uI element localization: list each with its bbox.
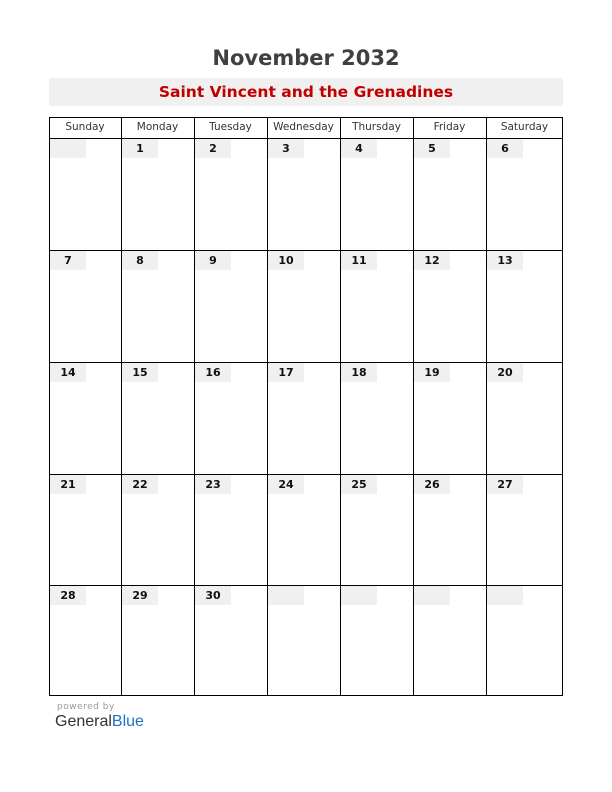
day-cell[interactable] — [487, 363, 563, 474]
day-number-box — [195, 251, 231, 270]
day-cell[interactable] — [122, 251, 194, 362]
day-number: 2 — [209, 142, 217, 155]
day-number — [414, 586, 450, 605]
day-cell[interactable] — [50, 251, 121, 362]
day-number-box — [50, 139, 86, 158]
day-cell[interactable] — [195, 251, 267, 362]
day-number-box — [487, 363, 523, 382]
day-cell[interactable] — [195, 475, 267, 585]
day-number-box — [268, 251, 304, 270]
day-number-box — [487, 586, 523, 605]
day-number: 7 — [64, 254, 72, 267]
day-cell[interactable] — [268, 475, 340, 585]
day-number-box — [195, 363, 231, 382]
day-cell[interactable] — [50, 475, 121, 585]
day-number-box — [122, 475, 158, 494]
day-number-box — [487, 139, 523, 158]
weekday-header-wednesday: Wednesday — [273, 121, 334, 133]
day-cell[interactable] — [487, 251, 563, 362]
day-number: 24 — [278, 478, 294, 491]
day-number-box — [341, 251, 377, 270]
day-cell[interactable] — [341, 475, 413, 585]
day-number-box — [414, 475, 450, 494]
day-cell[interactable] — [268, 363, 340, 474]
day-cell[interactable] — [341, 586, 413, 696]
day-number — [50, 139, 86, 158]
day-number-box — [195, 139, 231, 158]
day-cell[interactable] — [195, 139, 267, 250]
day-cell[interactable] — [195, 363, 267, 474]
day-number: 12 — [424, 254, 440, 267]
day-cell[interactable] — [195, 586, 267, 696]
day-number: 9 — [209, 254, 217, 267]
day-cell[interactable] — [341, 139, 413, 250]
day-number: 3 — [282, 142, 290, 155]
day-number-box — [50, 251, 86, 270]
day-cell[interactable] — [122, 475, 194, 585]
day-cell[interactable] — [122, 586, 194, 696]
day-number: 26 — [424, 478, 440, 491]
day-number: 17 — [278, 366, 294, 379]
day-cell[interactable] — [268, 586, 340, 696]
day-number-box — [50, 475, 86, 494]
day-number-box — [487, 475, 523, 494]
day-cell[interactable] — [341, 251, 413, 362]
day-number: 11 — [351, 254, 367, 267]
day-cell[interactable] — [268, 139, 340, 250]
day-number: 30 — [205, 589, 221, 602]
day-number-box — [341, 139, 377, 158]
day-number-box — [341, 475, 377, 494]
day-number: 15 — [132, 366, 148, 379]
weekday-header-saturday: Saturday — [500, 121, 549, 133]
day-cell[interactable] — [268, 251, 340, 362]
day-cell[interactable] — [414, 586, 486, 696]
day-number: 8 — [136, 254, 144, 267]
day-number: 14 — [60, 366, 76, 379]
weekday-header-sunday: Sunday — [65, 121, 105, 133]
day-cell[interactable] — [414, 251, 486, 362]
day-cell[interactable] — [50, 363, 121, 474]
day-number-box — [341, 586, 377, 605]
generalblue-logo[interactable] — [55, 713, 144, 731]
day-number: 23 — [205, 478, 221, 491]
day-number-box — [414, 139, 450, 158]
powered-by-label: powered by — [57, 702, 115, 712]
day-number-box — [341, 363, 377, 382]
day-number-box — [122, 586, 158, 605]
day-number-box — [414, 251, 450, 270]
day-cell[interactable] — [341, 363, 413, 474]
day-number-box — [122, 139, 158, 158]
day-cell[interactable] — [122, 363, 194, 474]
day-number: 6 — [501, 142, 509, 155]
day-cell[interactable] — [414, 139, 486, 250]
day-number: 22 — [132, 478, 148, 491]
day-cell[interactable] — [487, 586, 563, 696]
day-number: 25 — [351, 478, 367, 491]
day-number-box — [195, 586, 231, 605]
day-number: 5 — [428, 142, 436, 155]
day-number: 13 — [497, 254, 513, 267]
day-number-box — [195, 475, 231, 494]
day-number-box — [268, 363, 304, 382]
day-number-box — [487, 251, 523, 270]
brand-general-text: General — [55, 713, 112, 730]
day-cell[interactable] — [50, 586, 121, 696]
day-number-box — [268, 475, 304, 494]
day-cell[interactable] — [414, 363, 486, 474]
day-number: 20 — [497, 366, 513, 379]
day-number: 1 — [136, 142, 144, 155]
day-number — [268, 586, 304, 605]
day-number: 27 — [497, 478, 513, 491]
day-number-box — [414, 586, 450, 605]
day-number-box — [122, 363, 158, 382]
day-number: 29 — [132, 589, 148, 602]
day-cell[interactable] — [122, 139, 194, 250]
weekday-header-friday: Friday — [433, 121, 466, 133]
brand-blue-text: Blue — [111, 713, 144, 730]
day-number — [341, 586, 377, 605]
day-number-box — [50, 363, 86, 382]
day-number-box — [268, 586, 304, 605]
day-number: 21 — [60, 478, 76, 491]
day-number: 19 — [424, 366, 440, 379]
country-name: Saint Vincent and the Grenadines — [158, 83, 454, 101]
month-title: November 2032 — [212, 46, 400, 70]
day-number: 10 — [278, 254, 294, 267]
weekday-header-tuesday: Tuesday — [209, 121, 252, 133]
day-number-box — [414, 363, 450, 382]
day-cell[interactable] — [414, 475, 486, 585]
day-number: 28 — [60, 589, 76, 602]
day-number: 16 — [205, 366, 221, 379]
day-number-box — [50, 586, 86, 605]
weekday-header-thursday: Thursday — [352, 121, 401, 133]
country-banner — [49, 78, 563, 106]
weekday-header-monday: Monday — [136, 121, 179, 133]
day-number-box — [122, 251, 158, 270]
day-number: 18 — [351, 366, 367, 379]
day-number — [487, 586, 523, 605]
day-number: 4 — [355, 142, 363, 155]
calendar-grid — [49, 117, 563, 696]
day-cell[interactable] — [50, 139, 121, 250]
day-cell[interactable] — [487, 139, 563, 250]
day-number-box — [268, 139, 304, 158]
day-cell[interactable] — [487, 475, 563, 585]
